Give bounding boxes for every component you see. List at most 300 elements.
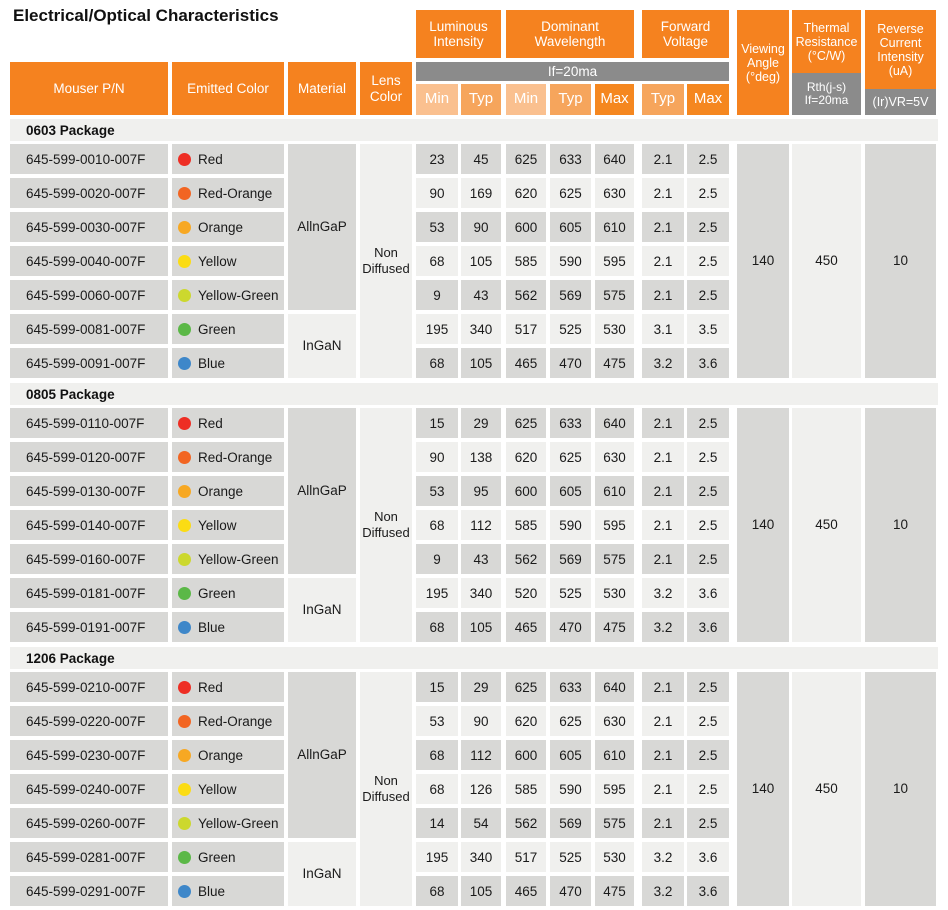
part-number: 645-599-0160-007F [26,551,146,567]
subcolumn-dw-typ: Typ [550,84,591,115]
emitted-color-cell [172,842,284,872]
reverse-current-cell: 10 [865,408,936,642]
voltage-max-cell: 2.5 [687,774,729,804]
wavelength-max-cell: 630 [595,178,634,208]
wavelength-min-cell: 465 [506,348,546,378]
wavelength-typ-cell: 525 [550,578,591,608]
wavelength-min-cell: 620 [506,178,546,208]
wavelength-typ-cell: 569 [550,544,591,574]
voltage-typ-cell: 2.1 [642,510,684,540]
material-cell-ingan: InGaN [288,842,356,906]
voltage-typ-cell: 2.1 [642,706,684,736]
wavelength-max-cell: 475 [595,348,634,378]
part-number: 645-599-0030-007F [26,219,146,235]
material-cell-alingap: AllnGaP [288,408,356,574]
emitted-color-label: Blue [198,355,226,371]
material-cell-ingan: InGaN [288,314,356,378]
wavelength-typ-cell: 590 [550,246,591,276]
emitted-color-label: Green [198,321,236,337]
wavelength-typ-cell: 470 [550,612,591,642]
viewing-angle-cell: 140 [737,408,789,642]
part-number-cell [10,808,168,838]
wavelength-min-cell: 465 [506,876,546,906]
wavelength-max-cell: 475 [595,876,634,906]
wavelength-min-cell: 600 [506,212,546,242]
column-header-reverse-current: Reverse Current Intensity (uA) [865,10,936,89]
wavelength-max-cell: 575 [595,280,634,310]
wavelength-min-cell: 625 [506,144,546,174]
wavelength-min-cell: 585 [506,246,546,276]
luminous-min-cell: 68 [416,348,458,378]
luminous-typ-cell: 90 [461,706,501,736]
wavelength-max-cell: 530 [595,842,634,872]
part-number-cell [10,612,168,642]
column-header-material: Material [288,62,356,115]
voltage-typ-cell: 2.1 [642,476,684,506]
voltage-typ-cell: 2.1 [642,408,684,438]
emitted-color-cell [172,578,284,608]
package-body [0,144,948,378]
luminous-typ-cell: 340 [461,842,501,872]
voltage-typ-cell: 2.1 [642,808,684,838]
emitted-color-label: Yellow [198,253,237,269]
thermal-resistance-cell: 450 [792,144,861,378]
wavelength-min-cell: 620 [506,442,546,472]
voltage-typ-cell: 3.2 [642,612,684,642]
color-dot-icon [178,587,191,600]
voltage-max-cell: 3.5 [687,314,729,344]
voltage-max-cell: 2.5 [687,672,729,702]
package-section [0,383,948,642]
luminous-min-cell: 68 [416,246,458,276]
reverse-current-cell: 10 [865,144,936,378]
emitted-color-label: Yellow-Green [198,815,279,831]
part-number-cell [10,348,168,378]
luminous-typ-cell: 105 [461,612,501,642]
luminous-typ-cell: 169 [461,178,501,208]
luminous-typ-cell: 45 [461,144,501,174]
voltage-typ-cell: 2.1 [642,178,684,208]
part-number: 645-599-0220-007F [26,713,146,729]
package-name: 0603 Package [26,122,115,138]
voltage-typ-cell: 2.1 [642,740,684,770]
voltage-max-cell: 2.5 [687,246,729,276]
emitted-color-label: Orange [198,747,244,763]
reverse-condition-label: (Ir)VR=5V [865,89,936,115]
voltage-max-cell: 2.5 [687,510,729,540]
part-number-cell [10,740,168,770]
reverse-current-cell: 10 [865,672,936,906]
voltage-max-cell: 3.6 [687,348,729,378]
emitted-color-label: Orange [198,219,244,235]
emitted-color-cell [172,672,284,702]
voltage-max-cell: 3.6 [687,578,729,608]
wavelength-max-cell: 595 [595,774,634,804]
emitted-color-label: Yellow [198,517,237,533]
color-dot-icon [178,553,191,566]
wavelength-min-cell: 625 [506,672,546,702]
color-dot-icon [178,783,191,796]
emitted-color-label: Yellow-Green [198,551,279,567]
wavelength-typ-cell: 470 [550,348,591,378]
voltage-typ-cell: 3.2 [642,578,684,608]
color-dot-icon [178,323,191,336]
wavelength-max-cell: 475 [595,612,634,642]
voltage-max-cell: 2.5 [687,544,729,574]
emitted-color-cell [172,808,284,838]
voltage-typ-cell: 2.1 [642,544,684,574]
part-number-cell [10,706,168,736]
voltage-max-cell: 2.5 [687,706,729,736]
color-dot-icon [178,357,191,370]
subcolumn-fv-typ: Typ [642,84,684,115]
package-name: 0805 Package [26,386,115,402]
luminous-min-cell: 53 [416,706,458,736]
wavelength-max-cell: 575 [595,808,634,838]
part-number: 645-599-0091-007F [26,355,146,371]
part-number: 645-599-0281-007F [26,849,146,865]
wavelength-max-cell: 640 [595,408,634,438]
emitted-color-label: Red-Orange [198,185,273,201]
emitted-color-label: Yellow-Green [198,287,279,303]
luminous-typ-cell: 43 [461,280,501,310]
material-cell-ingan: InGaN [288,578,356,642]
part-number-cell [10,178,168,208]
voltage-max-cell: 2.5 [687,212,729,242]
luminous-typ-cell: 95 [461,476,501,506]
luminous-typ-cell: 90 [461,212,501,242]
part-number-cell [10,442,168,472]
luminous-min-cell: 68 [416,510,458,540]
color-dot-icon [178,519,191,532]
wavelength-typ-cell: 525 [550,314,591,344]
wavelength-typ-cell: 625 [550,178,591,208]
part-number-cell [10,774,168,804]
part-number: 645-599-0230-007F [26,747,146,763]
emitted-color-cell [172,476,284,506]
column-header-viewing-angle: Viewing Angle (°deg) [737,10,789,115]
part-number: 645-599-0260-007F [26,815,146,831]
column-header-lens-color: Lens Color [360,62,412,115]
color-dot-icon [178,851,191,864]
page-title: Electrical/Optical Characteristics [13,6,279,25]
luminous-min-cell: 195 [416,314,458,344]
part-number-cell [10,544,168,574]
wavelength-min-cell: 562 [506,544,546,574]
voltage-typ-cell: 2.1 [642,246,684,276]
emitted-color-cell [172,774,284,804]
emitted-color-label: Green [198,849,236,865]
package-section [0,647,948,906]
emitted-color-label: Yellow [198,781,237,797]
voltage-typ-cell: 2.1 [642,442,684,472]
column-group-luminous-intensity: Luminous Intensity [416,10,501,58]
part-number-cell [10,280,168,310]
part-number: 645-599-0181-007F [26,585,146,601]
luminous-typ-cell: 105 [461,348,501,378]
wavelength-typ-cell: 633 [550,144,591,174]
emitted-color-cell [172,876,284,906]
color-dot-icon [178,621,191,634]
luminous-min-cell: 9 [416,544,458,574]
voltage-max-cell: 3.6 [687,876,729,906]
color-dot-icon [178,885,191,898]
part-number-cell [10,144,168,174]
column-header-emitted-color: Emitted Color [172,62,284,115]
wavelength-max-cell: 640 [595,672,634,702]
part-number-cell [10,578,168,608]
voltage-max-cell: 3.6 [687,612,729,642]
table-header [0,0,948,116]
emitted-color-cell [172,314,284,344]
voltage-typ-cell: 2.1 [642,774,684,804]
luminous-typ-cell: 29 [461,672,501,702]
wavelength-typ-cell: 633 [550,672,591,702]
emitted-color-cell [172,280,284,310]
luminous-min-cell: 68 [416,774,458,804]
wavelength-typ-cell: 590 [550,510,591,540]
luminous-typ-cell: 138 [461,442,501,472]
wavelength-typ-cell: 625 [550,706,591,736]
luminous-min-cell: 53 [416,212,458,242]
part-number: 645-599-0010-007F [26,151,146,167]
emitted-color-label: Red [198,679,223,695]
part-number: 645-599-0140-007F [26,517,146,533]
material-cell-alingap: AllnGaP [288,144,356,310]
emitted-color-cell [172,612,284,642]
wavelength-min-cell: 600 [506,476,546,506]
part-number-cell [10,246,168,276]
voltage-max-cell: 2.5 [687,808,729,838]
column-group-forward-voltage: Forward Voltage [642,10,729,58]
voltage-typ-cell: 2.1 [642,280,684,310]
wavelength-min-cell: 520 [506,578,546,608]
luminous-min-cell: 14 [416,808,458,838]
part-number: 645-599-0210-007F [26,679,146,695]
emitted-color-cell [172,246,284,276]
lens-color-cell: Non Diffused [360,408,412,642]
package-header-row [10,119,938,141]
part-number-cell [10,876,168,906]
color-dot-icon [178,749,191,762]
package-header-row [10,647,938,669]
luminous-typ-cell: 340 [461,314,501,344]
luminous-min-cell: 68 [416,612,458,642]
emitted-color-cell [172,408,284,438]
luminous-min-cell: 53 [416,476,458,506]
wavelength-max-cell: 630 [595,442,634,472]
part-number: 645-599-0020-007F [26,185,146,201]
wavelength-typ-cell: 569 [550,808,591,838]
part-number-cell [10,510,168,540]
emitted-color-label: Red [198,151,223,167]
wavelength-typ-cell: 605 [550,212,591,242]
color-dot-icon [178,417,191,430]
emitted-color-label: Red-Orange [198,449,273,465]
viewing-angle-cell: 140 [737,672,789,906]
emitted-color-cell [172,348,284,378]
luminous-typ-cell: 43 [461,544,501,574]
wavelength-max-cell: 575 [595,544,634,574]
emitted-color-cell [172,510,284,540]
part-number-cell [10,672,168,702]
luminous-typ-cell: 126 [461,774,501,804]
emitted-color-label: Orange [198,483,244,499]
wavelength-min-cell: 517 [506,842,546,872]
viewing-angle-cell: 140 [737,144,789,378]
wavelength-min-cell: 625 [506,408,546,438]
luminous-min-cell: 23 [416,144,458,174]
voltage-max-cell: 2.5 [687,178,729,208]
emitted-color-cell [172,212,284,242]
luminous-min-cell: 90 [416,178,458,208]
luminous-typ-cell: 29 [461,408,501,438]
voltage-max-cell: 2.5 [687,740,729,770]
material-cell-alingap: AllnGaP [288,672,356,838]
wavelength-typ-cell: 605 [550,476,591,506]
luminous-typ-cell: 112 [461,740,501,770]
emitted-color-label: Red-Orange [198,713,273,729]
luminous-typ-cell: 112 [461,510,501,540]
lens-color-cell: Non Diffused [360,672,412,906]
voltage-typ-cell: 3.2 [642,876,684,906]
package-body [0,672,948,906]
wavelength-max-cell: 610 [595,740,634,770]
emitted-color-label: Blue [198,619,226,635]
package-section [0,119,948,378]
wavelength-min-cell: 600 [506,740,546,770]
part-number-cell [10,314,168,344]
emitted-color-label: Blue [198,883,226,899]
part-number-cell [10,476,168,506]
wavelength-typ-cell: 569 [550,280,591,310]
emitted-color-cell [172,144,284,174]
wavelength-min-cell: 585 [506,510,546,540]
luminous-typ-cell: 105 [461,246,501,276]
subcolumn-fv-max: Max [687,84,729,115]
wavelength-min-cell: 517 [506,314,546,344]
wavelength-min-cell: 562 [506,808,546,838]
part-number-cell [10,842,168,872]
thermal-resistance-cell: 450 [792,408,861,642]
emitted-color-label: Green [198,585,236,601]
part-number: 645-599-0060-007F [26,287,146,303]
column-header-mouser-pn: Mouser P/N [10,62,168,115]
emitted-color-cell [172,740,284,770]
voltage-typ-cell: 3.1 [642,314,684,344]
emitted-color-cell [172,706,284,736]
table-body [0,119,948,906]
luminous-min-cell: 68 [416,740,458,770]
color-dot-icon [178,485,191,498]
luminous-typ-cell: 105 [461,876,501,906]
part-number: 645-599-0130-007F [26,483,146,499]
subcolumn-dw-min: Min [506,84,546,115]
part-number: 645-599-0240-007F [26,781,146,797]
wavelength-max-cell: 530 [595,314,634,344]
color-dot-icon [178,817,191,830]
wavelength-min-cell: 585 [506,774,546,804]
color-dot-icon [178,289,191,302]
thermal-condition-label: Rth(j-s) If=20ma [792,73,861,115]
color-dot-icon [178,221,191,234]
voltage-max-cell: 2.5 [687,144,729,174]
package-body [0,408,948,642]
wavelength-min-cell: 465 [506,612,546,642]
wavelength-max-cell: 595 [595,510,634,540]
part-number: 645-599-0291-007F [26,883,146,899]
luminous-min-cell: 68 [416,876,458,906]
if-condition-bar: If=20ma [416,62,729,81]
part-number-cell [10,408,168,438]
wavelength-typ-cell: 605 [550,740,591,770]
wavelength-typ-cell: 590 [550,774,591,804]
luminous-min-cell: 15 [416,408,458,438]
part-number: 645-599-0110-007F [26,415,145,431]
color-dot-icon [178,255,191,268]
wavelength-typ-cell: 470 [550,876,591,906]
luminous-min-cell: 195 [416,842,458,872]
emitted-color-cell [172,178,284,208]
luminous-min-cell: 9 [416,280,458,310]
subcolumn-li-typ: Typ [461,84,501,115]
wavelength-typ-cell: 633 [550,408,591,438]
wavelength-max-cell: 610 [595,212,634,242]
package-header-row [10,383,938,405]
color-dot-icon [178,153,191,166]
wavelength-max-cell: 640 [595,144,634,174]
luminous-typ-cell: 54 [461,808,501,838]
voltage-max-cell: 2.5 [687,476,729,506]
luminous-min-cell: 195 [416,578,458,608]
lens-color-cell: Non Diffused [360,144,412,378]
part-number: 645-599-0120-007F [26,449,146,465]
voltage-max-cell: 2.5 [687,408,729,438]
voltage-typ-cell: 2.1 [642,144,684,174]
color-dot-icon [178,715,191,728]
wavelength-max-cell: 630 [595,706,634,736]
subcolumn-dw-max: Max [595,84,634,115]
column-header-thermal-resistance: Thermal Resistance (°C/W) [792,10,861,73]
emitted-color-label: Red [198,415,223,431]
voltage-typ-cell: 3.2 [642,842,684,872]
voltage-max-cell: 3.6 [687,842,729,872]
wavelength-typ-cell: 625 [550,442,591,472]
thermal-resistance-cell: 450 [792,672,861,906]
column-group-dominant-wavelength: Dominant Wavelength [506,10,634,58]
voltage-typ-cell: 2.1 [642,672,684,702]
part-number: 645-599-0040-007F [26,253,146,269]
emitted-color-cell [172,544,284,574]
wavelength-max-cell: 610 [595,476,634,506]
color-dot-icon [178,187,191,200]
part-number: 645-599-0191-007F [26,619,146,635]
emitted-color-cell [172,442,284,472]
wavelength-min-cell: 562 [506,280,546,310]
wavelength-max-cell: 595 [595,246,634,276]
voltage-max-cell: 2.5 [687,280,729,310]
voltage-typ-cell: 2.1 [642,212,684,242]
package-name: 1206 Package [26,650,115,666]
part-number: 645-599-0081-007F [26,321,146,337]
voltage-typ-cell: 3.2 [642,348,684,378]
color-dot-icon [178,451,191,464]
luminous-typ-cell: 340 [461,578,501,608]
wavelength-min-cell: 620 [506,706,546,736]
color-dot-icon [178,681,191,694]
wavelength-max-cell: 530 [595,578,634,608]
subcolumn-li-min: Min [416,84,458,115]
